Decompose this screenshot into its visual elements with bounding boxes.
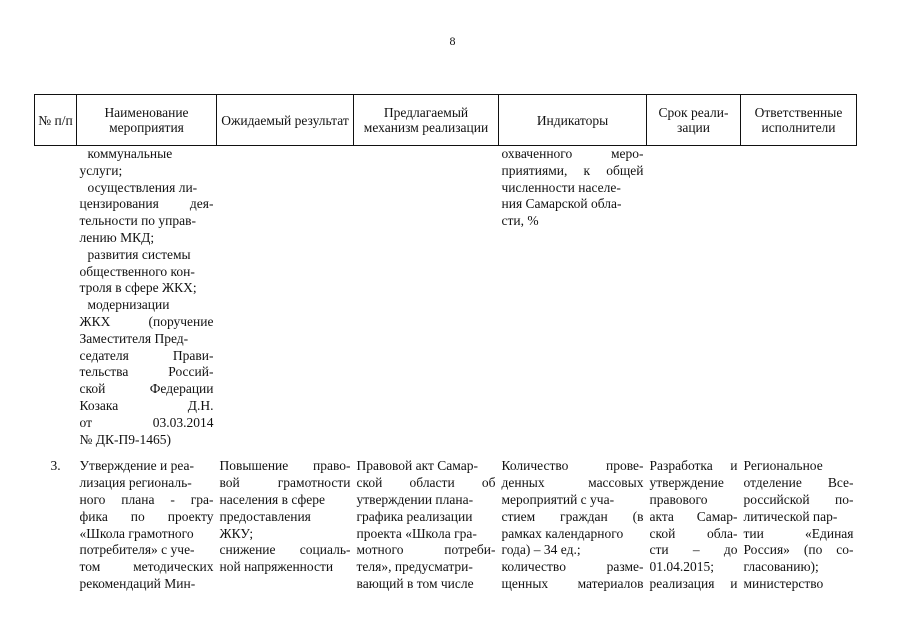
- text-line: ской области об: [356, 475, 496, 491]
- text-line: ской обла-: [649, 525, 738, 541]
- text-line: том методических: [79, 559, 214, 575]
- measures-table: [34, 94, 857, 593]
- header-term: Срок реали-зации: [647, 95, 741, 146]
- text-line: Утверждение и реа-: [79, 458, 194, 474]
- cell-executors: [741, 146, 857, 449]
- text-line: № ДК-П9-1465): [79, 431, 171, 447]
- header-name: Наименование мероприятия: [77, 95, 217, 146]
- text-line: тии «Единая: [743, 525, 854, 541]
- text-line: тельства Россий-: [79, 364, 214, 380]
- text-line: Разработка и: [649, 458, 738, 474]
- text-line: ния Самарской обла-: [501, 196, 622, 212]
- cell-num: 3.: [50, 458, 61, 474]
- text-line: общественного кон-: [79, 263, 195, 279]
- text-line: денных массовых: [501, 475, 644, 491]
- cell-mechanism: [354, 458, 499, 592]
- text-line: рамках календарного: [501, 525, 624, 541]
- text-line: ного плана - гра-: [79, 491, 214, 507]
- text-line: правового: [649, 491, 708, 507]
- text-line: акта Самар-: [649, 508, 738, 524]
- text-line: Региональное: [743, 458, 823, 474]
- text-line: проекта «Школа гра-: [356, 525, 477, 541]
- text-line: Заместителя Пред-: [79, 330, 189, 346]
- cell-term: [647, 458, 741, 592]
- text-line: вой грамотности: [219, 475, 351, 491]
- header-result: Ожидаемый результат: [217, 95, 354, 146]
- text-line: графика реализации: [356, 508, 473, 524]
- text-line: мероприятий с уча-: [501, 491, 615, 507]
- text-line: ской Федерации: [79, 381, 214, 397]
- cell-name: [77, 458, 217, 592]
- text-line: ЖКУ;: [219, 525, 254, 541]
- text-line: троля в сфере ЖКХ;: [79, 280, 197, 296]
- header-executors: Ответственные исполнители: [741, 95, 857, 146]
- text-line: населения в сфере: [219, 491, 326, 507]
- table-row: [35, 458, 857, 592]
- text-line: Козака Д.Н.: [79, 397, 214, 413]
- text-line: седателя Прави-: [79, 347, 214, 363]
- text-line: литической пар-: [743, 508, 838, 524]
- table-header-row: [35, 95, 857, 146]
- cell-name: [77, 146, 217, 449]
- text-line: охваченного меро-: [501, 146, 644, 161]
- text-line: количество разме-: [501, 559, 644, 575]
- header-mechanism: Предлагаемый механизм реализации: [354, 95, 499, 146]
- text-line: Россия» (по со-: [743, 542, 854, 558]
- text-line: утверждение: [649, 475, 724, 491]
- cell-result: [217, 146, 354, 449]
- cell-num: [35, 146, 77, 449]
- page-number: 8: [449, 34, 456, 48]
- cell-mechanism: [354, 146, 499, 449]
- text-line: гласованию);: [743, 559, 819, 575]
- text-line: рекомендаций Мин-: [79, 575, 196, 591]
- cell-result: [217, 458, 354, 592]
- text-line: лению МКД;: [79, 229, 155, 245]
- text-line: 01.04.2015;: [649, 559, 715, 575]
- cell-indicators: [499, 458, 647, 592]
- text-line: тельности по управ-: [79, 213, 197, 229]
- text-line: коммунальные: [87, 146, 173, 161]
- text-line: вающий в том числе: [356, 575, 474, 591]
- text-line: отделение Все-: [743, 475, 854, 491]
- text-line: сти – до: [649, 542, 738, 558]
- text-line: утверждении плана-: [356, 491, 474, 507]
- table-row: [35, 146, 857, 449]
- text-line: теля», предусматри-: [356, 559, 473, 575]
- text-line: цензирования дея-: [79, 196, 214, 212]
- text-line: модернизации: [87, 297, 170, 313]
- text-line: министерство: [743, 575, 824, 591]
- text-line: российской по-: [743, 491, 854, 507]
- text-line: Повышение право-: [219, 458, 351, 474]
- text-line: фика по проекту: [79, 508, 214, 524]
- text-line: Правовой акт Самар-: [356, 458, 478, 474]
- text-line: «Школа грамотного: [79, 525, 194, 541]
- text-line: услуги;: [79, 162, 123, 178]
- text-line: численности населе-: [501, 179, 621, 195]
- text-line: снижение социаль-: [219, 542, 351, 558]
- text-line: потребителя» с уче-: [79, 542, 195, 558]
- header-indicators: Индикаторы: [499, 95, 647, 146]
- text-line: года) – 34 ед.;: [501, 542, 581, 558]
- header-num: № п/п: [35, 95, 77, 146]
- text-line: мотного потреби-: [356, 542, 496, 558]
- text-line: сти, %: [501, 213, 539, 229]
- text-line: предоставления: [219, 508, 311, 524]
- text-line: Количество прове-: [501, 458, 644, 474]
- text-line: от 03.03.2014: [79, 414, 214, 430]
- row-gap: [35, 448, 857, 458]
- text-line: развития системы: [87, 246, 191, 262]
- text-line: осуществления ли-: [87, 179, 198, 195]
- text-line: лизация региональ-: [79, 475, 192, 491]
- cell-term: [647, 146, 741, 449]
- text-line: приятиями, к общей: [501, 162, 644, 178]
- text-line: ной напряженности: [219, 559, 334, 575]
- cell-indicators: [499, 146, 647, 449]
- text-line: реализация и: [649, 575, 738, 591]
- text-line: ЖКХ (поручение: [79, 313, 214, 329]
- cell-executors: [741, 458, 857, 592]
- text-line: стием граждан (в: [501, 508, 644, 524]
- text-line: щенных материалов: [501, 575, 644, 591]
